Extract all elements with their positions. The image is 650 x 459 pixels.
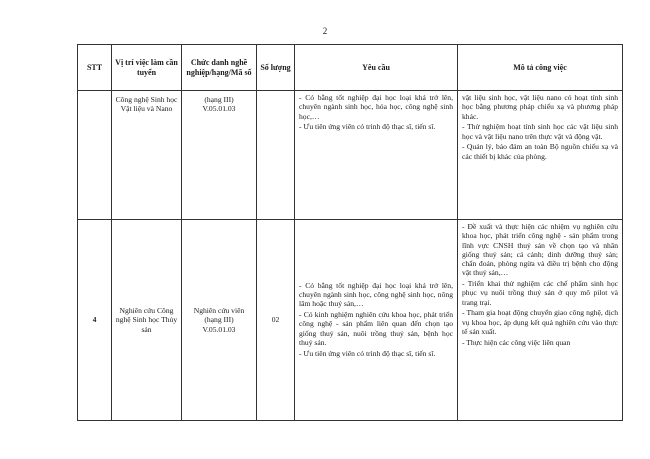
title-line: V.05.01.03 xyxy=(202,104,236,114)
requirement-item: - Có bằng tốt nghiệp đại học loại khá trở lên, chuyên ngành sinh học, hóa học, công nghệ sinh học,… xyxy=(299,93,453,121)
row-position: Công nghệ Sinh học Vật liệu và Nano xyxy=(112,91,182,220)
header-description: Mô tả công việc xyxy=(458,45,623,91)
table-row xyxy=(78,220,623,421)
description-item: vật liệu sinh học, vật liệu nano có hoạt tính sinh học bằng phương pháp chiếu xạ và phương pháp khác. xyxy=(462,93,618,121)
description-item: - Đề xuất và thực hiện các nhiệm vụ nghiên cứu khoa học, phát triển công nghệ - sản phẩm trong lĩnh vực CNSH thuỷ sản về chọn tạo và nhân giống thuỷ sản; cá cảnh; dinh dưỡng thuỷ sản; chẩn đoán, phòng ngừa và điều trị bệnh cho động vật thuỷ sản,… xyxy=(462,222,618,278)
table-row xyxy=(78,91,623,220)
title-line: V.05.01.03 xyxy=(202,324,236,334)
row-description xyxy=(458,220,623,421)
header-position: Vị trí việc làm cần tuyển xyxy=(112,45,182,91)
title-line: (hạng III) xyxy=(204,95,234,104)
description-item: - Thử nghiệm hoạt tính sinh học các vật liệu sinh học và vật liệu nano trên thực vật và động vật. xyxy=(462,122,618,141)
row-quantity: 02 xyxy=(257,220,295,421)
requirement-item: - Ưu tiên ứng viên có trình độ thạc sĩ, tiến sĩ. xyxy=(299,122,436,132)
description-item: - Tham gia hoạt động chuyển giao công nghệ, dịch vụ khoa học, áp dụng kết quả nghiên cứu vào thực tế sản xuất. xyxy=(462,308,618,336)
row-position: Nghiên cứu Công nghệ Sinh học Thủy sản xyxy=(112,220,182,421)
description-item: - Triển khai thử nghiệm các chế phẩm sinh học phục vụ nuôi trồng thuỷ sản ở quy mô pilot và trang trại. xyxy=(462,279,618,307)
description-item: - Thực hiện các công việc liên quan xyxy=(462,337,571,347)
row-requirements xyxy=(295,220,458,421)
page-number: 2 xyxy=(322,26,328,36)
title-line: (hạng III) xyxy=(204,315,234,325)
header-requirements: Yêu cầu xyxy=(295,45,458,91)
row-title-code xyxy=(182,91,257,220)
row-quantity xyxy=(257,91,295,220)
title-line: Nghiên cứu viên xyxy=(193,306,245,316)
header-quantity: Số lượng xyxy=(257,45,295,91)
row-title-code xyxy=(182,220,257,421)
row-stt: 4 xyxy=(78,220,112,421)
row-description xyxy=(458,91,623,220)
description-item: - Quản lý, bảo đảm an toàn Bộ nguồn chiếu xạ và các thiết bị khác của phòng. xyxy=(462,142,618,161)
requirement-item: - Có kinh nghiệm nghiên cứu khoa học, phát triển công nghệ - sản phẩm liên quan đến chọn tạo giống thuỷ sản, nuôi trồng thuỷ sản, bệnh học thuỷ sản. xyxy=(299,310,453,347)
table-header-row xyxy=(78,45,623,91)
header-title-code: Chức danh nghề nghiệp/hạng/Mã số xyxy=(182,45,257,91)
row-stt xyxy=(78,91,112,220)
recruitment-table xyxy=(77,44,623,421)
requirement-item: - Có bằng tốt nghiệp đại học loại khá trở lên, chuyên ngành sinh học, công nghệ sinh học, nông lâm hoặc thuỷ sản,… xyxy=(299,280,453,309)
requirement-item: - Ưu tiên ứng viên có trình độ thạc sĩ, tiến sĩ. xyxy=(299,348,436,358)
row-requirements xyxy=(295,91,458,220)
header-stt: STT xyxy=(78,45,112,91)
